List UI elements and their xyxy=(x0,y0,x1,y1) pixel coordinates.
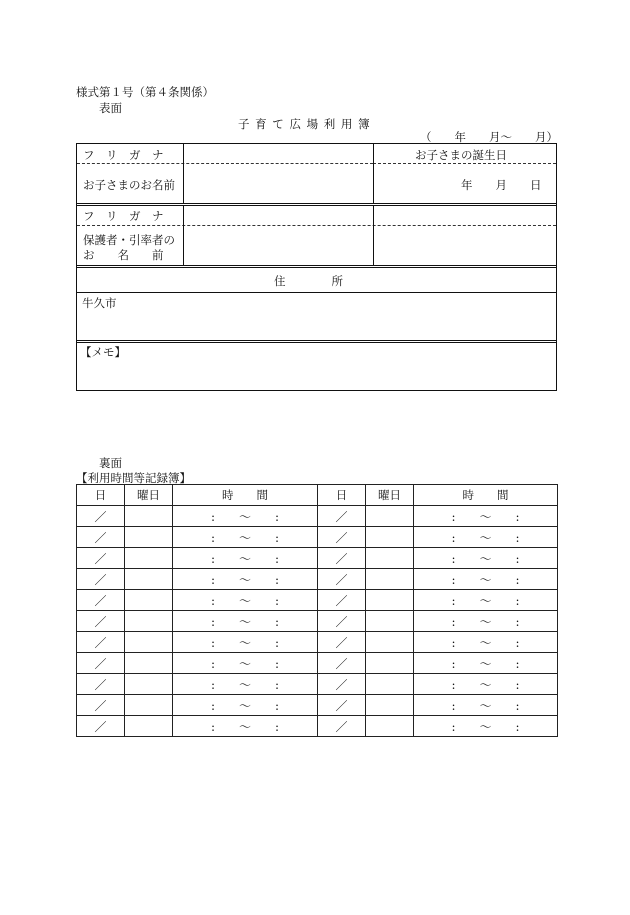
date-cell: ／ xyxy=(318,569,366,590)
weekday-cell xyxy=(125,548,173,569)
date-cell: ／ xyxy=(77,569,125,590)
front-registration-form xyxy=(76,143,557,391)
date-cell: ／ xyxy=(318,548,366,569)
table-row xyxy=(77,548,558,569)
date-cell: ／ xyxy=(77,506,125,527)
time-cell: : ～ : xyxy=(173,569,318,590)
side-back-label: 裏面 xyxy=(99,456,122,470)
weekday-cell xyxy=(366,674,414,695)
time-cell: : ～ : xyxy=(173,695,318,716)
time-cell: : ～ : xyxy=(173,611,318,632)
section-divider xyxy=(77,340,556,343)
memo-label: 【メモ】 xyxy=(80,345,126,359)
section-divider xyxy=(77,203,556,206)
record-rows xyxy=(77,506,558,737)
weekday-cell xyxy=(125,611,173,632)
date-cell: ／ xyxy=(77,527,125,548)
table-row xyxy=(77,527,558,548)
guardian-name-label: 保護者・引率者の xyxy=(83,233,175,247)
date-cell: ／ xyxy=(77,590,125,611)
date-cell: ／ xyxy=(318,611,366,632)
weekday-cell xyxy=(125,674,173,695)
column-header-weekday: 曜日 xyxy=(366,485,414,506)
table-row xyxy=(77,506,558,527)
date-cell: ／ xyxy=(318,506,366,527)
child-furigana-label: フ リ ガ ナ xyxy=(83,148,164,162)
usage-record-table xyxy=(76,484,558,737)
page-title: 子 育 て 広 場 利 用 簿 xyxy=(238,117,371,131)
date-cell: ／ xyxy=(318,716,366,737)
furigana-divider xyxy=(77,163,373,164)
table-row xyxy=(77,611,558,632)
birthday-format: 年 月 日 xyxy=(461,178,542,192)
weekday-cell xyxy=(366,695,414,716)
table-row xyxy=(77,716,558,737)
weekday-cell xyxy=(125,527,173,548)
weekday-cell xyxy=(125,506,173,527)
side-front-label: 表面 xyxy=(99,101,122,115)
date-cell: ／ xyxy=(77,653,125,674)
birthday-column-divider xyxy=(373,144,374,203)
table-row xyxy=(77,590,558,611)
time-cell: : ～ : xyxy=(173,527,318,548)
date-cell: ／ xyxy=(318,590,366,611)
address-header-divider xyxy=(77,292,556,293)
table-header-row xyxy=(77,485,558,506)
guardian-furigana-divider xyxy=(77,225,556,226)
time-cell: : ～ : xyxy=(173,548,318,569)
weekday-cell xyxy=(366,569,414,590)
column-header-day: 日 xyxy=(77,485,125,506)
weekday-cell xyxy=(125,653,173,674)
birthday-label: お子さまの誕生日 xyxy=(415,148,507,162)
table-row xyxy=(77,632,558,653)
table-row xyxy=(77,653,558,674)
time-cell: : ～ : xyxy=(173,674,318,695)
birthday-divider xyxy=(373,163,556,164)
time-cell: : ～ : xyxy=(414,569,558,590)
time-cell: : ～ : xyxy=(414,653,558,674)
weekday-cell xyxy=(366,653,414,674)
guardian-furigana-label: フ リ ガ ナ xyxy=(83,209,164,223)
weekday-cell xyxy=(125,569,173,590)
weekday-cell xyxy=(366,548,414,569)
date-cell: ／ xyxy=(318,674,366,695)
time-cell: : ～ : xyxy=(173,716,318,737)
date-cell: ／ xyxy=(77,611,125,632)
record-title: 【利用時間等記録簿】 xyxy=(76,471,191,485)
label-column-divider xyxy=(183,144,184,203)
label-column-divider xyxy=(183,206,184,265)
address-label: 住 所 xyxy=(274,274,343,288)
time-cell: : ～ : xyxy=(173,632,318,653)
section-divider xyxy=(77,265,556,268)
date-cell: ／ xyxy=(318,632,366,653)
time-cell: : ～ : xyxy=(414,590,558,611)
time-cell: : ～ : xyxy=(414,695,558,716)
date-cell: ／ xyxy=(77,674,125,695)
time-cell: : ～ : xyxy=(173,506,318,527)
time-cell: : ～ : xyxy=(173,653,318,674)
date-cell: ／ xyxy=(77,548,125,569)
weekday-cell xyxy=(125,716,173,737)
right-column-divider xyxy=(373,206,374,265)
time-cell: : ～ : xyxy=(414,632,558,653)
weekday-cell xyxy=(125,632,173,653)
guardian-name-label: お 名 前 xyxy=(83,248,164,262)
weekday-cell xyxy=(366,527,414,548)
time-cell: : ～ : xyxy=(414,506,558,527)
time-cell: : ～ : xyxy=(414,527,558,548)
weekday-cell xyxy=(366,590,414,611)
table-row xyxy=(77,569,558,590)
weekday-cell xyxy=(125,590,173,611)
time-cell: : ～ : xyxy=(173,590,318,611)
column-header-time: 時 間 xyxy=(414,485,558,506)
weekday-cell xyxy=(366,506,414,527)
weekday-cell xyxy=(366,632,414,653)
form-number: 様式第１号（第４条関係） xyxy=(76,85,214,99)
date-cell: ／ xyxy=(318,695,366,716)
child-name-label: お子さまのお名前 xyxy=(83,178,175,192)
date-cell: ／ xyxy=(318,527,366,548)
date-cell: ／ xyxy=(77,716,125,737)
address-value: 牛久市 xyxy=(82,296,117,310)
time-cell: : ～ : xyxy=(414,548,558,569)
column-header-weekday: 曜日 xyxy=(125,485,173,506)
table-row xyxy=(77,674,558,695)
weekday-cell xyxy=(366,611,414,632)
time-cell: : ～ : xyxy=(414,674,558,695)
weekday-cell xyxy=(366,716,414,737)
time-cell: : ～ : xyxy=(414,716,558,737)
column-header-day: 日 xyxy=(318,485,366,506)
date-cell: ／ xyxy=(77,695,125,716)
date-cell: ／ xyxy=(318,653,366,674)
time-cell: : ～ : xyxy=(414,611,558,632)
column-header-time: 時 間 xyxy=(173,485,318,506)
period-range: （ 年 月～ 月） xyxy=(420,130,558,144)
weekday-cell xyxy=(125,695,173,716)
date-cell: ／ xyxy=(77,632,125,653)
table-row xyxy=(77,695,558,716)
